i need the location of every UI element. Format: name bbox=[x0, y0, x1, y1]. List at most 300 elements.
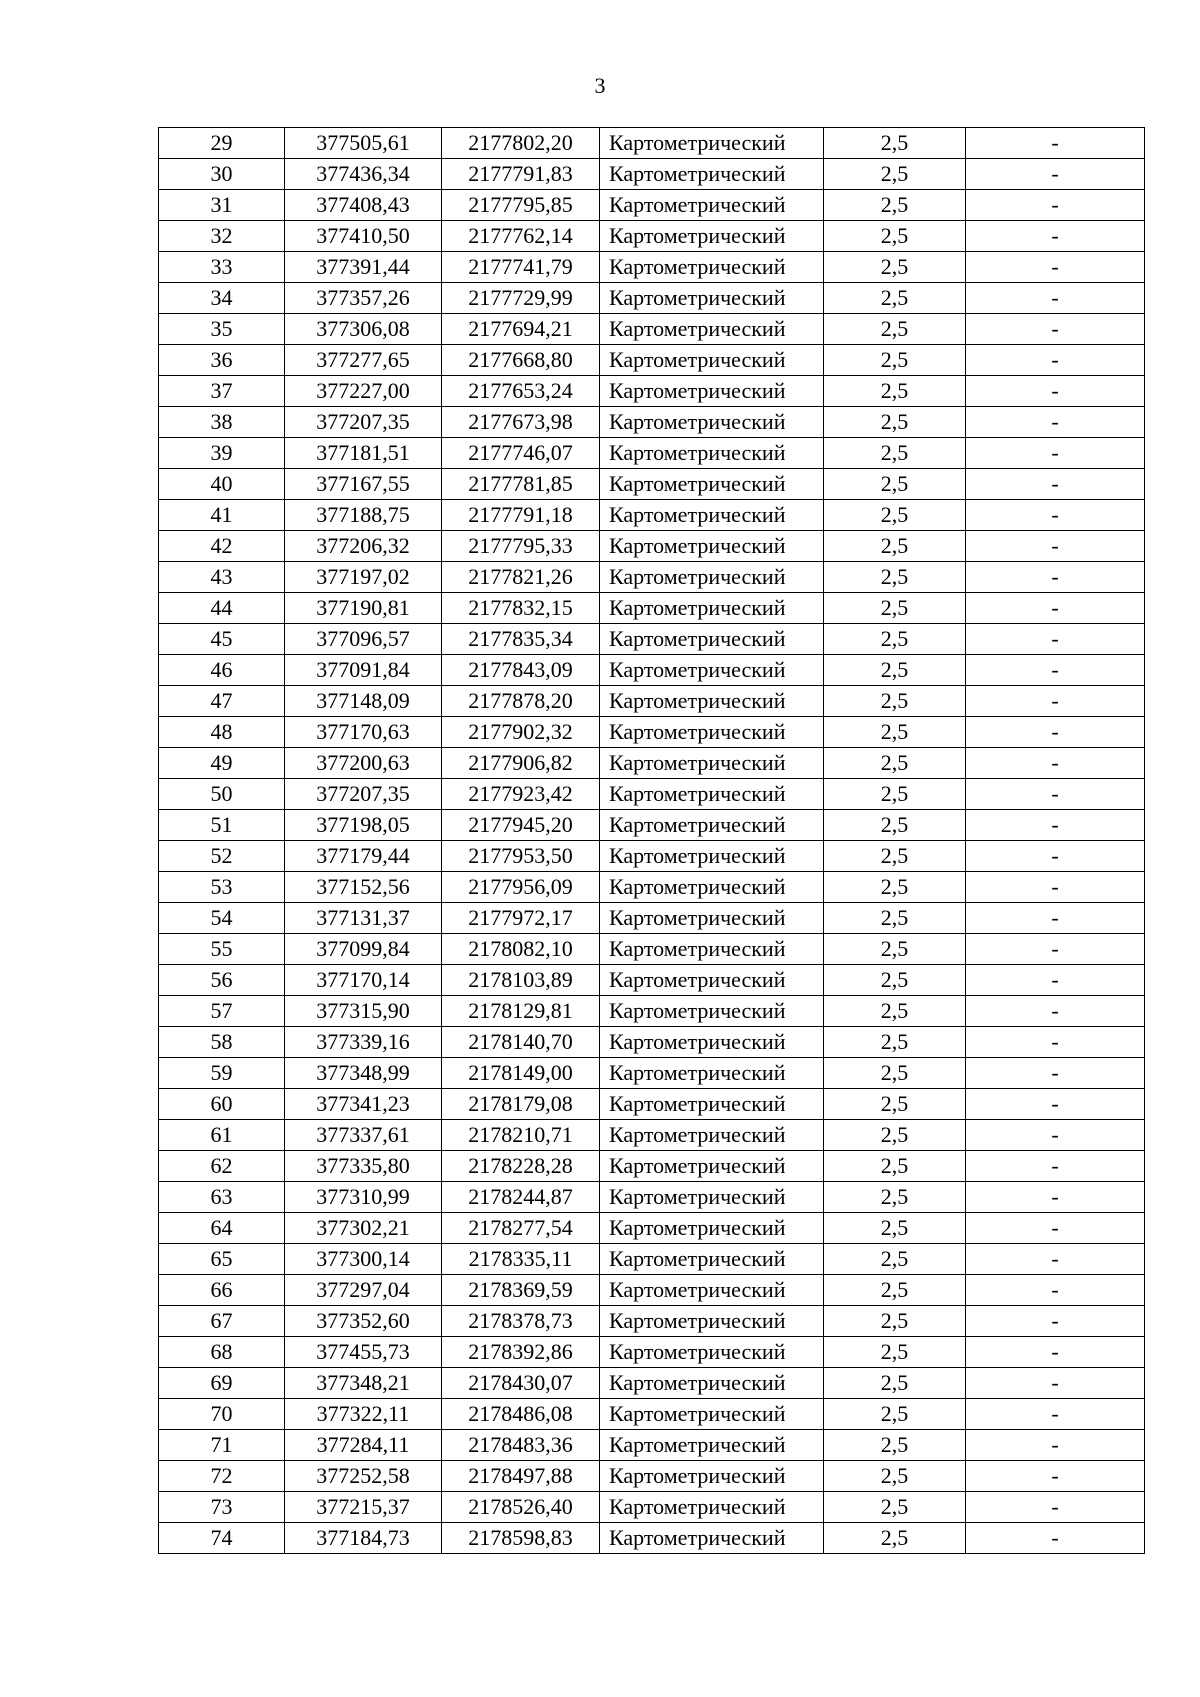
table-row bbox=[159, 252, 1145, 283]
y-coordinate-cell: 2177781,85 bbox=[442, 469, 600, 500]
method-cell: Картометрический bbox=[600, 159, 824, 190]
accuracy-cell: 2,5 bbox=[824, 190, 966, 221]
coordinates-table bbox=[158, 127, 1145, 1554]
point-number-cell: 34 bbox=[159, 283, 285, 314]
accuracy-cell: 2,5 bbox=[824, 1399, 966, 1430]
accuracy-cell: 2,5 bbox=[824, 159, 966, 190]
y-coordinate-cell: 2177821,26 bbox=[442, 562, 600, 593]
accuracy-cell: 2,5 bbox=[824, 996, 966, 1027]
method-cell: Картометрический bbox=[600, 655, 824, 686]
x-coordinate-cell: 377348,99 bbox=[285, 1058, 442, 1089]
y-coordinate-cell: 2178378,73 bbox=[442, 1306, 600, 1337]
point-number-cell: 56 bbox=[159, 965, 285, 996]
description-cell: - bbox=[966, 934, 1145, 965]
description-cell: - bbox=[966, 531, 1145, 562]
table-row bbox=[159, 655, 1145, 686]
y-coordinate-cell: 2177795,33 bbox=[442, 531, 600, 562]
accuracy-cell: 2,5 bbox=[824, 1430, 966, 1461]
point-number-cell: 44 bbox=[159, 593, 285, 624]
accuracy-cell: 2,5 bbox=[824, 438, 966, 469]
description-cell: - bbox=[966, 159, 1145, 190]
point-number-cell: 62 bbox=[159, 1151, 285, 1182]
method-cell: Картометрический bbox=[600, 872, 824, 903]
point-number-cell: 67 bbox=[159, 1306, 285, 1337]
method-cell: Картометрический bbox=[600, 934, 824, 965]
method-cell: Картометрический bbox=[600, 283, 824, 314]
accuracy-cell: 2,5 bbox=[824, 903, 966, 934]
description-cell: - bbox=[966, 469, 1145, 500]
accuracy-cell: 2,5 bbox=[824, 345, 966, 376]
description-cell: - bbox=[966, 1089, 1145, 1120]
accuracy-cell: 2,5 bbox=[824, 1244, 966, 1275]
y-coordinate-cell: 2178228,28 bbox=[442, 1151, 600, 1182]
method-cell: Картометрический bbox=[600, 1182, 824, 1213]
point-number-cell: 70 bbox=[159, 1399, 285, 1430]
description-cell: - bbox=[966, 810, 1145, 841]
x-coordinate-cell: 377284,11 bbox=[285, 1430, 442, 1461]
method-cell: Картометрический bbox=[600, 500, 824, 531]
accuracy-cell: 2,5 bbox=[824, 314, 966, 345]
table-row bbox=[159, 1492, 1145, 1523]
table-row bbox=[159, 1151, 1145, 1182]
method-cell: Картометрический bbox=[600, 779, 824, 810]
accuracy-cell: 2,5 bbox=[824, 500, 966, 531]
table-row bbox=[159, 1027, 1145, 1058]
point-number-cell: 72 bbox=[159, 1461, 285, 1492]
y-coordinate-cell: 2177746,07 bbox=[442, 438, 600, 469]
y-coordinate-cell: 2177795,85 bbox=[442, 190, 600, 221]
x-coordinate-cell: 377227,00 bbox=[285, 376, 442, 407]
table-row bbox=[159, 1089, 1145, 1120]
description-cell: - bbox=[966, 314, 1145, 345]
method-cell: Картометрический bbox=[600, 1368, 824, 1399]
accuracy-cell: 2,5 bbox=[824, 686, 966, 717]
y-coordinate-cell: 2177762,14 bbox=[442, 221, 600, 252]
description-cell: - bbox=[966, 1058, 1145, 1089]
method-cell: Картометрический bbox=[600, 1244, 824, 1275]
description-cell: - bbox=[966, 562, 1145, 593]
table-row bbox=[159, 314, 1145, 345]
x-coordinate-cell: 377306,08 bbox=[285, 314, 442, 345]
accuracy-cell: 2,5 bbox=[824, 593, 966, 624]
method-cell: Картометрический bbox=[600, 1430, 824, 1461]
table-row bbox=[159, 407, 1145, 438]
point-number-cell: 69 bbox=[159, 1368, 285, 1399]
table-row bbox=[159, 810, 1145, 841]
description-cell: - bbox=[966, 1213, 1145, 1244]
point-number-cell: 33 bbox=[159, 252, 285, 283]
table-row bbox=[159, 500, 1145, 531]
description-cell: - bbox=[966, 345, 1145, 376]
table-row bbox=[159, 562, 1145, 593]
x-coordinate-cell: 377455,73 bbox=[285, 1337, 442, 1368]
method-cell: Картометрический bbox=[600, 190, 824, 221]
method-cell: Картометрический bbox=[600, 686, 824, 717]
point-number-cell: 65 bbox=[159, 1244, 285, 1275]
x-coordinate-cell: 377206,32 bbox=[285, 531, 442, 562]
x-coordinate-cell: 377207,35 bbox=[285, 407, 442, 438]
point-number-cell: 61 bbox=[159, 1120, 285, 1151]
y-coordinate-cell: 2178149,00 bbox=[442, 1058, 600, 1089]
table-row bbox=[159, 1306, 1145, 1337]
y-coordinate-cell: 2177843,09 bbox=[442, 655, 600, 686]
accuracy-cell: 2,5 bbox=[824, 748, 966, 779]
table-row bbox=[159, 965, 1145, 996]
table-row bbox=[159, 531, 1145, 562]
accuracy-cell: 2,5 bbox=[824, 221, 966, 252]
method-cell: Картометрический bbox=[600, 314, 824, 345]
method-cell: Картометрический bbox=[600, 407, 824, 438]
y-coordinate-cell: 2177741,79 bbox=[442, 252, 600, 283]
point-number-cell: 43 bbox=[159, 562, 285, 593]
point-number-cell: 66 bbox=[159, 1275, 285, 1306]
method-cell: Картометрический bbox=[600, 965, 824, 996]
method-cell: Картометрический bbox=[600, 1120, 824, 1151]
x-coordinate-cell: 377170,14 bbox=[285, 965, 442, 996]
y-coordinate-cell: 2177832,15 bbox=[442, 593, 600, 624]
table-row bbox=[159, 283, 1145, 314]
point-number-cell: 68 bbox=[159, 1337, 285, 1368]
method-cell: Картометрический bbox=[600, 1213, 824, 1244]
x-coordinate-cell: 377167,55 bbox=[285, 469, 442, 500]
x-coordinate-cell: 377352,60 bbox=[285, 1306, 442, 1337]
table-row bbox=[159, 1275, 1145, 1306]
method-cell: Картометрический bbox=[600, 562, 824, 593]
method-cell: Картометрический bbox=[600, 1058, 824, 1089]
point-number-cell: 37 bbox=[159, 376, 285, 407]
method-cell: Картометрический bbox=[600, 1306, 824, 1337]
description-cell: - bbox=[966, 1399, 1145, 1430]
y-coordinate-cell: 2178526,40 bbox=[442, 1492, 600, 1523]
x-coordinate-cell: 377310,99 bbox=[285, 1182, 442, 1213]
accuracy-cell: 2,5 bbox=[824, 1306, 966, 1337]
table-row bbox=[159, 128, 1145, 159]
x-coordinate-cell: 377505,61 bbox=[285, 128, 442, 159]
y-coordinate-cell: 2178483,36 bbox=[442, 1430, 600, 1461]
table-row bbox=[159, 748, 1145, 779]
y-coordinate-cell: 2177694,21 bbox=[442, 314, 600, 345]
x-coordinate-cell: 377188,75 bbox=[285, 500, 442, 531]
description-cell: - bbox=[966, 717, 1145, 748]
point-number-cell: 35 bbox=[159, 314, 285, 345]
point-number-cell: 31 bbox=[159, 190, 285, 221]
y-coordinate-cell: 2178103,89 bbox=[442, 965, 600, 996]
description-cell: - bbox=[966, 1368, 1145, 1399]
method-cell: Картометрический bbox=[600, 1089, 824, 1120]
x-coordinate-cell: 377198,05 bbox=[285, 810, 442, 841]
x-coordinate-cell: 377300,14 bbox=[285, 1244, 442, 1275]
description-cell: - bbox=[966, 748, 1145, 779]
table-row bbox=[159, 1430, 1145, 1461]
point-number-cell: 64 bbox=[159, 1213, 285, 1244]
x-coordinate-cell: 377148,09 bbox=[285, 686, 442, 717]
point-number-cell: 30 bbox=[159, 159, 285, 190]
point-number-cell: 40 bbox=[159, 469, 285, 500]
point-number-cell: 53 bbox=[159, 872, 285, 903]
description-cell: - bbox=[966, 965, 1145, 996]
point-number-cell: 71 bbox=[159, 1430, 285, 1461]
description-cell: - bbox=[966, 1151, 1145, 1182]
x-coordinate-cell: 377335,80 bbox=[285, 1151, 442, 1182]
x-coordinate-cell: 377207,35 bbox=[285, 779, 442, 810]
method-cell: Картометрический bbox=[600, 438, 824, 469]
point-number-cell: 52 bbox=[159, 841, 285, 872]
description-cell: - bbox=[966, 1337, 1145, 1368]
accuracy-cell: 2,5 bbox=[824, 1461, 966, 1492]
table-row bbox=[159, 934, 1145, 965]
x-coordinate-cell: 377197,02 bbox=[285, 562, 442, 593]
method-cell: Картометрический bbox=[600, 1275, 824, 1306]
x-coordinate-cell: 377215,37 bbox=[285, 1492, 442, 1523]
table-row bbox=[159, 686, 1145, 717]
description-cell: - bbox=[966, 1492, 1145, 1523]
point-number-cell: 39 bbox=[159, 438, 285, 469]
description-cell: - bbox=[966, 1244, 1145, 1275]
accuracy-cell: 2,5 bbox=[824, 655, 966, 686]
method-cell: Картометрический bbox=[600, 1461, 824, 1492]
y-coordinate-cell: 2178598,83 bbox=[442, 1523, 600, 1554]
point-number-cell: 41 bbox=[159, 500, 285, 531]
description-cell: - bbox=[966, 1523, 1145, 1554]
method-cell: Картометрический bbox=[600, 531, 824, 562]
accuracy-cell: 2,5 bbox=[824, 469, 966, 500]
table-row bbox=[159, 376, 1145, 407]
table-row bbox=[159, 1399, 1145, 1430]
y-coordinate-cell: 2177902,32 bbox=[442, 717, 600, 748]
description-cell: - bbox=[966, 1182, 1145, 1213]
point-number-cell: 58 bbox=[159, 1027, 285, 1058]
description-cell: - bbox=[966, 903, 1145, 934]
x-coordinate-cell: 377099,84 bbox=[285, 934, 442, 965]
description-cell: - bbox=[966, 1461, 1145, 1492]
method-cell: Картометрический bbox=[600, 810, 824, 841]
x-coordinate-cell: 377297,04 bbox=[285, 1275, 442, 1306]
description-cell: - bbox=[966, 872, 1145, 903]
point-number-cell: 54 bbox=[159, 903, 285, 934]
x-coordinate-cell: 377391,44 bbox=[285, 252, 442, 283]
point-number-cell: 74 bbox=[159, 1523, 285, 1554]
method-cell: Картометрический bbox=[600, 1492, 824, 1523]
method-cell: Картометрический bbox=[600, 1151, 824, 1182]
point-number-cell: 46 bbox=[159, 655, 285, 686]
point-number-cell: 38 bbox=[159, 407, 285, 438]
method-cell: Картометрический bbox=[600, 1399, 824, 1430]
accuracy-cell: 2,5 bbox=[824, 1058, 966, 1089]
x-coordinate-cell: 377348,21 bbox=[285, 1368, 442, 1399]
table-row bbox=[159, 624, 1145, 655]
description-cell: - bbox=[966, 996, 1145, 1027]
description-cell: - bbox=[966, 190, 1145, 221]
accuracy-cell: 2,5 bbox=[824, 531, 966, 562]
coordinates-table-body bbox=[159, 128, 1145, 1554]
description-cell: - bbox=[966, 686, 1145, 717]
description-cell: - bbox=[966, 1027, 1145, 1058]
table-row bbox=[159, 1523, 1145, 1554]
description-cell: - bbox=[966, 283, 1145, 314]
accuracy-cell: 2,5 bbox=[824, 779, 966, 810]
y-coordinate-cell: 2178392,86 bbox=[442, 1337, 600, 1368]
description-cell: - bbox=[966, 655, 1145, 686]
accuracy-cell: 2,5 bbox=[824, 1089, 966, 1120]
y-coordinate-cell: 2178210,71 bbox=[442, 1120, 600, 1151]
y-coordinate-cell: 2178486,08 bbox=[442, 1399, 600, 1430]
accuracy-cell: 2,5 bbox=[824, 376, 966, 407]
table-row bbox=[159, 1120, 1145, 1151]
x-coordinate-cell: 377357,26 bbox=[285, 283, 442, 314]
y-coordinate-cell: 2177668,80 bbox=[442, 345, 600, 376]
description-cell: - bbox=[966, 1120, 1145, 1151]
table-row bbox=[159, 841, 1145, 872]
y-coordinate-cell: 2177653,24 bbox=[442, 376, 600, 407]
x-coordinate-cell: 377179,44 bbox=[285, 841, 442, 872]
x-coordinate-cell: 377436,34 bbox=[285, 159, 442, 190]
x-coordinate-cell: 377302,21 bbox=[285, 1213, 442, 1244]
table-row bbox=[159, 345, 1145, 376]
table-row bbox=[159, 779, 1145, 810]
table-row bbox=[159, 221, 1145, 252]
description-cell: - bbox=[966, 624, 1145, 655]
y-coordinate-cell: 2177945,20 bbox=[442, 810, 600, 841]
accuracy-cell: 2,5 bbox=[824, 624, 966, 655]
table-row bbox=[159, 1058, 1145, 1089]
x-coordinate-cell: 377131,37 bbox=[285, 903, 442, 934]
accuracy-cell: 2,5 bbox=[824, 934, 966, 965]
accuracy-cell: 2,5 bbox=[824, 1337, 966, 1368]
y-coordinate-cell: 2178179,08 bbox=[442, 1089, 600, 1120]
x-coordinate-cell: 377091,84 bbox=[285, 655, 442, 686]
point-number-cell: 49 bbox=[159, 748, 285, 779]
x-coordinate-cell: 377200,63 bbox=[285, 748, 442, 779]
method-cell: Картометрический bbox=[600, 469, 824, 500]
x-coordinate-cell: 377252,58 bbox=[285, 1461, 442, 1492]
y-coordinate-cell: 2178082,10 bbox=[442, 934, 600, 965]
point-number-cell: 57 bbox=[159, 996, 285, 1027]
table-row bbox=[159, 593, 1145, 624]
y-coordinate-cell: 2177953,50 bbox=[442, 841, 600, 872]
description-cell: - bbox=[966, 221, 1145, 252]
accuracy-cell: 2,5 bbox=[824, 1213, 966, 1244]
y-coordinate-cell: 2177835,34 bbox=[442, 624, 600, 655]
accuracy-cell: 2,5 bbox=[824, 1368, 966, 1399]
y-coordinate-cell: 2178277,54 bbox=[442, 1213, 600, 1244]
page-number: 3 bbox=[594, 73, 606, 98]
y-coordinate-cell: 2177802,20 bbox=[442, 128, 600, 159]
y-coordinate-cell: 2178497,88 bbox=[442, 1461, 600, 1492]
description-cell: - bbox=[966, 252, 1145, 283]
y-coordinate-cell: 2178369,59 bbox=[442, 1275, 600, 1306]
point-number-cell: 73 bbox=[159, 1492, 285, 1523]
y-coordinate-cell: 2177923,42 bbox=[442, 779, 600, 810]
y-coordinate-cell: 2177791,18 bbox=[442, 500, 600, 531]
table-row bbox=[159, 872, 1145, 903]
y-coordinate-cell: 2178335,11 bbox=[442, 1244, 600, 1275]
y-coordinate-cell: 2178430,07 bbox=[442, 1368, 600, 1399]
y-coordinate-cell: 2178244,87 bbox=[442, 1182, 600, 1213]
accuracy-cell: 2,5 bbox=[824, 872, 966, 903]
description-cell: - bbox=[966, 593, 1145, 624]
description-cell: - bbox=[966, 841, 1145, 872]
description-cell: - bbox=[966, 779, 1145, 810]
y-coordinate-cell: 2178140,70 bbox=[442, 1027, 600, 1058]
table-row bbox=[159, 1244, 1145, 1275]
y-coordinate-cell: 2177906,82 bbox=[442, 748, 600, 779]
method-cell: Картометрический bbox=[600, 345, 824, 376]
description-cell: - bbox=[966, 128, 1145, 159]
accuracy-cell: 2,5 bbox=[824, 562, 966, 593]
table-row bbox=[159, 996, 1145, 1027]
point-number-cell: 45 bbox=[159, 624, 285, 655]
y-coordinate-cell: 2177729,99 bbox=[442, 283, 600, 314]
point-number-cell: 51 bbox=[159, 810, 285, 841]
x-coordinate-cell: 377184,73 bbox=[285, 1523, 442, 1554]
method-cell: Картометрический bbox=[600, 717, 824, 748]
accuracy-cell: 2,5 bbox=[824, 841, 966, 872]
table-row bbox=[159, 469, 1145, 500]
method-cell: Картометрический bbox=[600, 1337, 824, 1368]
accuracy-cell: 2,5 bbox=[824, 1182, 966, 1213]
description-cell: - bbox=[966, 1275, 1145, 1306]
table-row bbox=[159, 1182, 1145, 1213]
x-coordinate-cell: 377315,90 bbox=[285, 996, 442, 1027]
description-cell: - bbox=[966, 438, 1145, 469]
method-cell: Картометрический bbox=[600, 996, 824, 1027]
method-cell: Картометрический bbox=[600, 624, 824, 655]
description-cell: - bbox=[966, 1306, 1145, 1337]
y-coordinate-cell: 2178129,81 bbox=[442, 996, 600, 1027]
point-number-cell: 59 bbox=[159, 1058, 285, 1089]
point-number-cell: 50 bbox=[159, 779, 285, 810]
method-cell: Картометрический bbox=[600, 376, 824, 407]
x-coordinate-cell: 377339,16 bbox=[285, 1027, 442, 1058]
table-row bbox=[159, 1368, 1145, 1399]
table-row bbox=[159, 438, 1145, 469]
accuracy-cell: 2,5 bbox=[824, 128, 966, 159]
x-coordinate-cell: 377170,63 bbox=[285, 717, 442, 748]
point-number-cell: 42 bbox=[159, 531, 285, 562]
method-cell: Картометрический bbox=[600, 593, 824, 624]
description-cell: - bbox=[966, 376, 1145, 407]
table-row bbox=[159, 190, 1145, 221]
table-row bbox=[159, 903, 1145, 934]
point-number-cell: 48 bbox=[159, 717, 285, 748]
point-number-cell: 29 bbox=[159, 128, 285, 159]
table-row bbox=[159, 1461, 1145, 1492]
table-row bbox=[159, 1213, 1145, 1244]
x-coordinate-cell: 377322,11 bbox=[285, 1399, 442, 1430]
method-cell: Картометрический bbox=[600, 128, 824, 159]
point-number-cell: 47 bbox=[159, 686, 285, 717]
method-cell: Картометрический bbox=[600, 221, 824, 252]
accuracy-cell: 2,5 bbox=[824, 1027, 966, 1058]
method-cell: Картометрический bbox=[600, 748, 824, 779]
method-cell: Картометрический bbox=[600, 841, 824, 872]
accuracy-cell: 2,5 bbox=[824, 1120, 966, 1151]
description-cell: - bbox=[966, 500, 1145, 531]
y-coordinate-cell: 2177956,09 bbox=[442, 872, 600, 903]
x-coordinate-cell: 377181,51 bbox=[285, 438, 442, 469]
point-number-cell: 55 bbox=[159, 934, 285, 965]
method-cell: Картометрический bbox=[600, 1027, 824, 1058]
accuracy-cell: 2,5 bbox=[824, 1523, 966, 1554]
method-cell: Картометрический bbox=[600, 252, 824, 283]
table-row bbox=[159, 717, 1145, 748]
description-cell: - bbox=[966, 1430, 1145, 1461]
x-coordinate-cell: 377152,56 bbox=[285, 872, 442, 903]
accuracy-cell: 2,5 bbox=[824, 1151, 966, 1182]
accuracy-cell: 2,5 bbox=[824, 1275, 966, 1306]
y-coordinate-cell: 2177878,20 bbox=[442, 686, 600, 717]
x-coordinate-cell: 377096,57 bbox=[285, 624, 442, 655]
